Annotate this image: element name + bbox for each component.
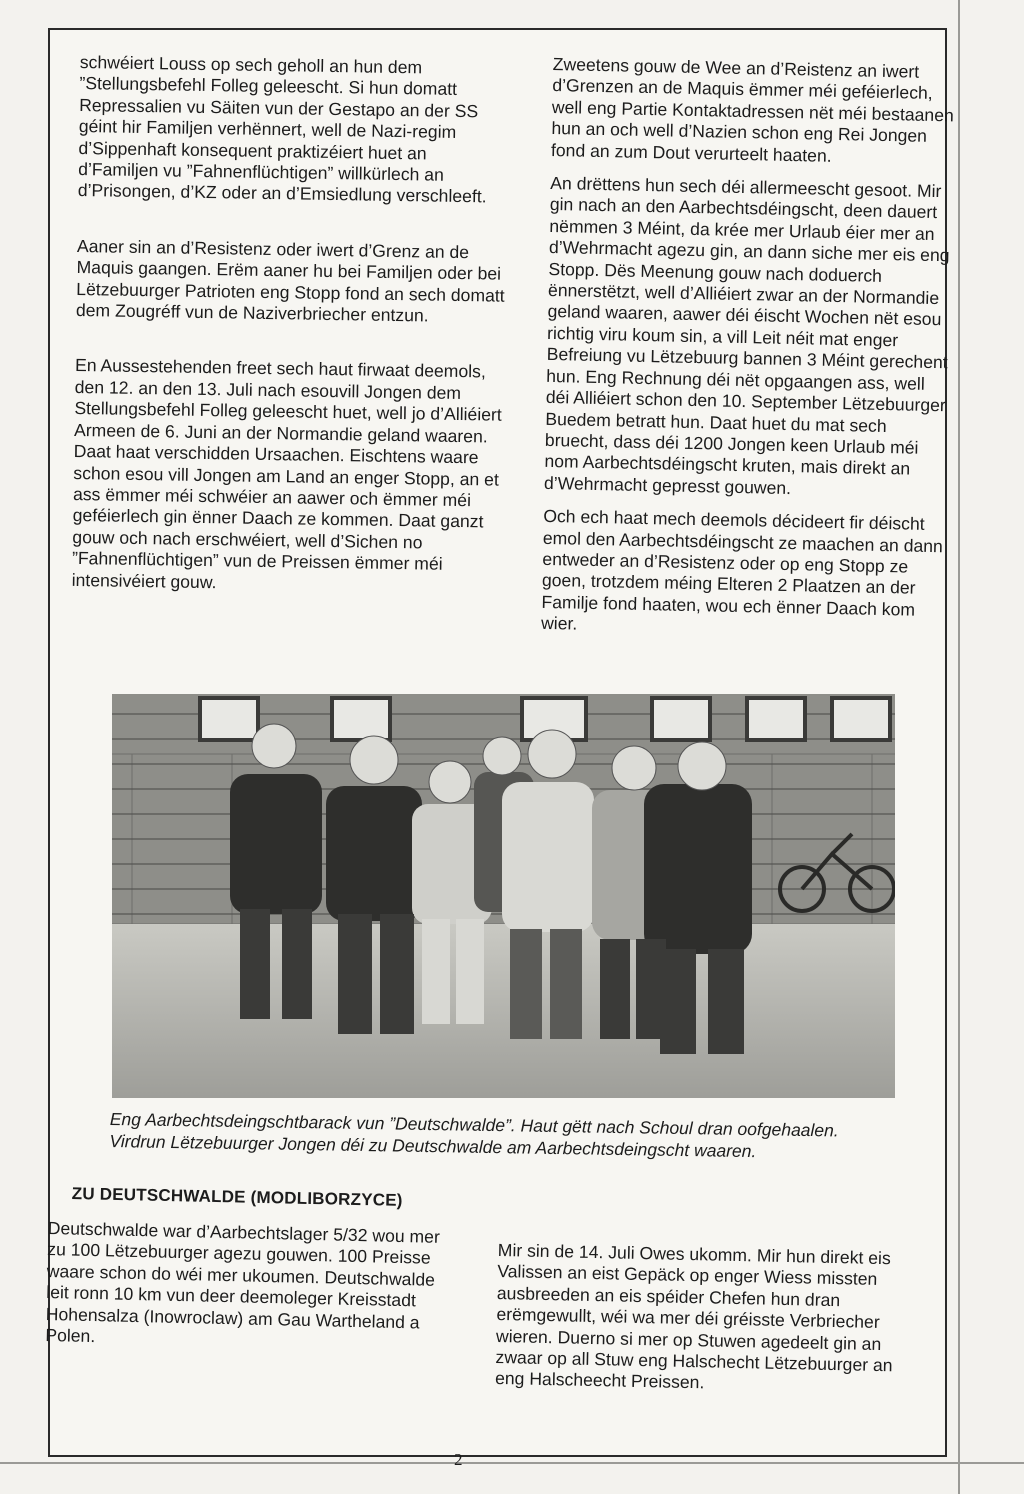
text-column-left [71, 52, 510, 618]
text-column-bottom-left [45, 1218, 458, 1376]
paragraph: En Aussestehenden freet sech haut firwaat deemols, den 12. an den 13. Juli nach esouvill Jongen dem Stellungsbefehl Folleg geleescht huet, well jo d’Alliéiert Armeen de 6. Juni an der Normandie geland waaren. Daat haat verschidden Ursaachen. Eischtens waare schon esou vill Jongen am Land an enger Stopp, an et ass ëmmer méi schwéier an aawer och ëmmer méi geféierlech gin ënner Daach ze kommen. Daat ganzt gouw och nach erschwéiert, well d’Sichen no ”Fahnenflüchtigen” vun de Preissen ëmmer méi intensivéiert gouw. [71, 355, 502, 592]
group-photo [112, 694, 895, 1098]
paragraph: Aaner sin an d’Resistenz oder iwert d’Grenz an de Maquis gaangen. Erëm aaner hu bei Familjen oder bei Lëtzebuurger Patrioten eng Stopp fond an sech domatt dem Zougréff vun de Naziverbriecher entzun. [75, 235, 505, 326]
paragraph: Zweetens gouw de Wee an d’Reistenz an iwert d’Grenzen an de Maquis ëmmer méi geféierlech, well eng Partie Kontaktadressen nët méi bestaanen hun an och well d’Nazien schon eng Rei Jongen fond an zum Dout verurteelt haaten. [550, 54, 954, 166]
text-column-right [540, 54, 954, 663]
text-column-bottom-right [494, 1240, 907, 1418]
page-number: 2 [454, 1450, 463, 1469]
paragraph: Deutschwalde war d’Aarbechtslager 5/32 wou mer zu 100 Lëtzebuurger agezu gouwen. 100 Preisse waare schon do wéi mer ukoumen. Deutschwalde leit ronn 10 km vun deer deemoleger Kreisstadt Hohensalza (Inowroclaw) am Gau Wartheland a Polen. [45, 1218, 441, 1347]
scan-edge-right [958, 0, 960, 1494]
section-heading: ZU DEUTSCHWALDE (MODLIBORZYCE) [71, 1184, 403, 1210]
scan-edge-bottom [0, 1462, 1024, 1464]
paragraph: schwéiert Louss op sech geholl an hun dem ”Stellungsbefehl Folleg geleescht. Si hun domatt Repressalien vu Säiten vun der Gestapo an der SS géint hir Familjen verhënnert, well de Nazi-regim d’Sippenhaft konsequent praktizéiert huet an d’Familjen vu ”Fahnenflüchtigen” willkürlech an d’Prisongen, d’KZ oder an d’Emsiedlung verschleeft. [77, 52, 487, 207]
photo-caption: Eng Aarbechtsdeingschtbarack vun ”Deutschwalde”. Haut gëtt nach Schoul dran oofgehaalen. Virdrun Lëtzebuurger Jongen déi zu Deutschwalde am Aarbechtsdeingscht waaren. [109, 1108, 839, 1162]
paragraph: Mir sin de 14. Juli Owes ukomm. Mir hun direkt eis Valissen an eist Gepäck op enger Wiess missten ausbreeden an eis spéider Chefen hun dran erëmgewullt, wéi wa mer déi gréisste Verbriecher wieren. Duerno si mer op Stuwen agedeelt gin an zwaar op all Stuw eng Halschecht Lëtzebuurger an eng Halscheecht Preissen. [494, 1240, 893, 1393]
paragraph: Och ech haat mech deemols décideert fir déischt emol den Aarbechtsdéingscht ze maachen an dann entweder an d’Resistenz oder op eng Stopp ze goen, trotzdem méing Elteren 2 Plaatzen an der Familje fond haaten, wou ech ënner Daach kom wier. [540, 506, 944, 634]
group-photo-image [112, 694, 895, 1098]
paragraph: An drëttens hun sech déi allermeescht gesoot. Mir gin nach an den Aarbechtsdéingscht, deen dauert nëmmen 3 Méint, da krée mer Urlaub éier mer an d’Wehrmacht agezu gin, an dann siche mer eis eng Stopp. Dës Meenung gouw nach doduerch ënnerstëtzt, well d’Alliéiert zwar an der Normandie geland waaren, aawer déi éischt Wochen nët esou richtig viru koum sin, a vill Leit néit mat enger Befreiung vu Lëtzebuurg bannen 3 Méint gerechent hun. Eng Rechnung déi nët opgaangen ass, well déi Alliéiert schon den 10. September Lëtzebuurger Buedem betratt hun. Daat huet du mat sech bruecht, dass déi 1200 Jongen keen Urlaub méi nom Aarbechtsdéingscht kruten, mais direkt an d’Wehrmacht gepresst gouwen. [543, 173, 950, 498]
